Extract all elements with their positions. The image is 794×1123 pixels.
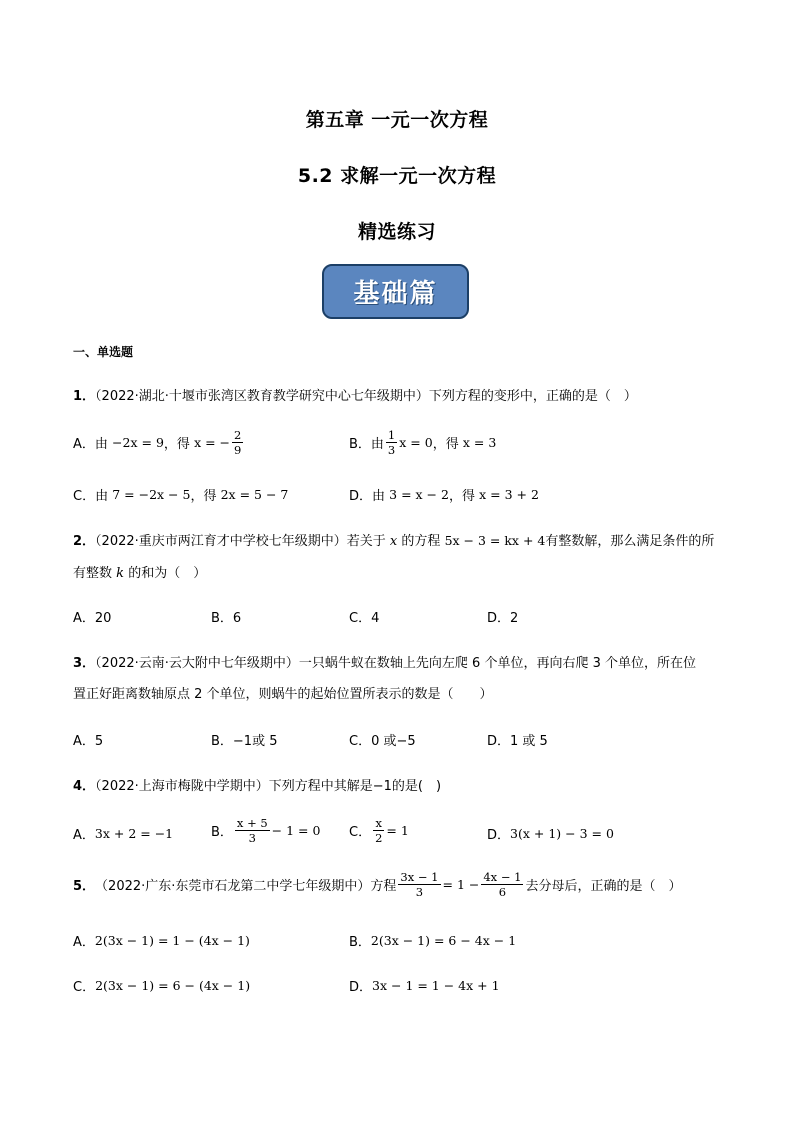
q5-option-a bbox=[73, 931, 250, 950]
option-label: B．由 bbox=[349, 437, 384, 452]
question-4 bbox=[73, 775, 441, 794]
question-stem: 若关于 bbox=[346, 534, 386, 549]
option-equation: −2x = 9 bbox=[112, 435, 164, 450]
question-source: （2022·云南·云大附中七年级期中） bbox=[95, 656, 299, 671]
level-badge bbox=[322, 264, 469, 319]
q2-option-a: A．20 bbox=[73, 611, 112, 626]
option-equation: − 1 = 0 bbox=[271, 823, 321, 838]
option-label: D． bbox=[349, 980, 373, 995]
fraction-numerator: 1 bbox=[387, 428, 396, 442]
q4-option-c bbox=[349, 816, 409, 845]
option-equation: 3 = x − 2 bbox=[389, 487, 449, 502]
q2-option-c: C．4 bbox=[349, 611, 380, 626]
subtitle: 精选练习 bbox=[357, 221, 436, 243]
q5-option-c bbox=[73, 976, 250, 995]
question-stem: 一只蜗牛蚁在数轴上先向左爬 6 个单位，再向右爬 3 个单位，所在位 bbox=[298, 656, 696, 671]
section-title: 5.2 求解一元一次方程 bbox=[297, 165, 497, 187]
question-stem: 有整数解，那么满足条件的所 bbox=[545, 534, 715, 549]
option-equation: 2(3x − 1) = 6 − (4x − 1) bbox=[95, 978, 251, 993]
option-label: D．由 bbox=[349, 489, 386, 504]
option-label: D． bbox=[487, 828, 511, 843]
fraction-numerator: 3x − 1 bbox=[400, 870, 439, 884]
option-text: ，得 bbox=[432, 437, 459, 452]
q5-option-d bbox=[349, 976, 500, 995]
q4-option-b bbox=[211, 816, 320, 845]
q2-option-d: D．2 bbox=[487, 611, 519, 626]
fraction-numerator: 4x − 1 bbox=[483, 870, 522, 884]
q3-option-b: B．−1或 5 bbox=[211, 734, 278, 749]
q1-option-d bbox=[349, 485, 539, 504]
option-label: A． bbox=[73, 935, 95, 950]
q4-option-d bbox=[487, 824, 614, 843]
option-label: C． bbox=[349, 825, 372, 840]
question-number: 5． bbox=[73, 879, 96, 894]
question-stem: 下列方程的变形中，正确的是（ ） bbox=[428, 389, 637, 404]
option-equation: = 1 bbox=[386, 823, 409, 838]
option-equation: 3x − 1 = 1 − 4x + 1 bbox=[372, 978, 500, 993]
question-5 bbox=[73, 870, 681, 899]
question-stem: 方程 bbox=[370, 879, 397, 894]
option-text: ，得 bbox=[163, 437, 190, 452]
fraction-denominator: 2 bbox=[375, 831, 383, 845]
fraction bbox=[232, 428, 243, 457]
option-equation: 2(3x − 1) = 1 − (4x − 1) bbox=[94, 933, 250, 948]
question-stem: 有整数 bbox=[73, 566, 113, 581]
fraction-denominator: 6 bbox=[498, 885, 507, 899]
question-number: 3． bbox=[73, 656, 96, 671]
option-equation: x = 3 bbox=[462, 435, 497, 450]
question-3-line-2: 置正好距离数轴原点 2 个单位，则蜗牛的起始位置所表示的数是（ ） bbox=[73, 687, 493, 702]
question-equation: = 1 − bbox=[442, 877, 480, 892]
fraction bbox=[398, 870, 440, 899]
q5-option-b bbox=[349, 931, 516, 950]
question-2 bbox=[73, 530, 714, 549]
question-stem: 下列方程中其解是−1的是( ) bbox=[268, 779, 442, 794]
q4-option-a bbox=[73, 824, 173, 843]
question-1 bbox=[73, 385, 637, 404]
option-equation: x = − bbox=[194, 435, 231, 450]
question-stem: 的和为（ ） bbox=[128, 566, 207, 581]
option-equation: x = 3 + 2 bbox=[479, 487, 539, 502]
chapter-title: 第五章 一元一次方程 bbox=[305, 109, 489, 131]
question-source: （2022·湖北·十堰市张湾区教育教学研究中心七年级期中） bbox=[95, 389, 429, 404]
question-number: 2． bbox=[73, 534, 96, 549]
option-label: A． bbox=[73, 828, 95, 843]
option-equation: x = 0 bbox=[399, 435, 433, 450]
variable: x bbox=[389, 534, 398, 549]
fraction-denominator: 9 bbox=[234, 443, 242, 457]
fraction-numerator: x bbox=[375, 816, 382, 830]
fraction-numerator: x + 5 bbox=[236, 816, 268, 830]
question-source: （2022·广东·东莞市石龙第二中学七年级期中） bbox=[95, 879, 371, 894]
question-2-line-2 bbox=[73, 562, 206, 581]
option-equation: 3x + 2 = −1 bbox=[94, 826, 174, 841]
question-equation: 5x − 3 = kx + 4 bbox=[444, 533, 546, 548]
q3-option-c: C．0 或−5 bbox=[349, 734, 416, 749]
option-label: A．由 bbox=[73, 437, 108, 452]
fraction-denominator: 3 bbox=[387, 443, 396, 457]
question-source: （2022·重庆市两江育才中学校七年级期中） bbox=[95, 534, 347, 549]
question-stem: 去分母后，正确的是（ ） bbox=[525, 879, 682, 894]
fraction-numerator: 2 bbox=[234, 428, 242, 442]
question-number: 4． bbox=[73, 779, 96, 794]
option-label: C． bbox=[73, 980, 96, 995]
option-label: B． bbox=[349, 935, 371, 950]
fraction-denominator: 3 bbox=[248, 831, 256, 845]
q1-option-b bbox=[349, 428, 496, 457]
q1-option-c bbox=[73, 485, 288, 504]
question-source: （2022·上海市梅陇中学期中） bbox=[95, 779, 269, 794]
fraction-denominator: 3 bbox=[415, 885, 424, 899]
option-text: ，得 bbox=[190, 489, 217, 504]
fraction bbox=[235, 816, 270, 845]
section-heading: 一、单选题 bbox=[73, 345, 134, 359]
level-badge-label: 基础篇 bbox=[353, 279, 438, 309]
fraction bbox=[481, 870, 523, 899]
option-text: ，得 bbox=[448, 489, 475, 504]
option-equation: 3(x + 1) − 3 = 0 bbox=[510, 826, 614, 841]
question-number: 1． bbox=[73, 389, 96, 404]
fraction bbox=[373, 816, 384, 845]
option-equation: 2(3x − 1) = 6 − 4x − 1 bbox=[370, 933, 517, 948]
variable: k bbox=[116, 566, 125, 581]
option-equation: 2x = 5 − 7 bbox=[220, 487, 289, 502]
option-label: C．由 bbox=[73, 489, 109, 504]
q3-option-a: A．5 bbox=[73, 734, 104, 749]
fraction bbox=[386, 428, 397, 457]
q1-option-a bbox=[73, 428, 245, 457]
q3-option-d: D．1 或 5 bbox=[487, 734, 548, 749]
question-3 bbox=[73, 652, 696, 671]
option-label: B． bbox=[211, 825, 233, 840]
option-equation: 7 = −2x − 5 bbox=[112, 487, 191, 502]
q2-option-b: B．6 bbox=[211, 611, 242, 626]
question-stem: 的方程 bbox=[401, 534, 441, 549]
